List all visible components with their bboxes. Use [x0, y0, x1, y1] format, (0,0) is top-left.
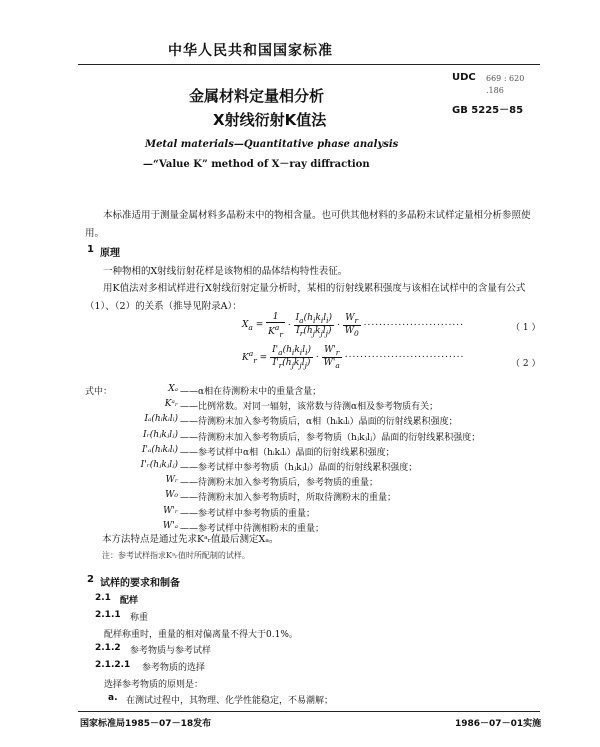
udc-number: 669 : 620 [486, 74, 525, 83]
definition-symbol: Iₐ(hᵢkᵢlᵢ) [144, 414, 178, 425]
country-standard-title: 中华人民共和国国家标准 [168, 43, 333, 59]
definition-text: ——参考试样中参考物质（hⱼkⱼlⱼ）晶面的衍射线累积强度； [180, 463, 418, 473]
header-rule [78, 64, 540, 65]
definition-text: ——参考试样中α相（hᵢkᵢlᵢ）晶面的衍射线累积强度； [180, 447, 395, 458]
sec211-number: 2.1.1 [95, 610, 121, 620]
issue-date: 国家标准局1985－07－18发布 [80, 719, 212, 729]
definition-text: ——参考试样中参考物质的重量； [180, 508, 316, 519]
sec2121-text: 选择参考物质的原则是： [104, 680, 204, 690]
definition-text: ——待测粉末加入参考物质后，参考物质（hⱼkⱼlⱼ）晶面的衍射线累积强度； [180, 432, 481, 443]
item-a-text: 在测试过程中，其物理、化学性能稳定，不易潮解； [126, 696, 334, 706]
sec1-paragraph1: 一种物相的X射线衍射花样是该物相的晶体结构特性表征。 [103, 266, 348, 277]
footnote: 注：参考试样指求Kᵃᵣ值时所配制的试样。 [102, 551, 250, 560]
definition-text: ——比例常数。对同一辐射，该常数与待测α相及参考物质有关； [180, 402, 439, 413]
definition-symbol: I'ᵣ(hⱼkⱼlⱼ) [140, 460, 178, 470]
equation-2: $K^a_r$ = $\frac{I'_a(h_ik_il_i)}{I'_r(h_jk_jl_j)}$ · $\frac{W'_r}{W'_a}$ ······························· [242, 345, 465, 370]
definition-symbol: W'ₐ [162, 520, 178, 531]
definition-symbol: Xₐ [168, 384, 178, 394]
sec211-text: 配样称重时，重量的相对偏离量不得大于0.1%。 [104, 630, 298, 640]
sec212-title: 参考物质与参考试样 [130, 646, 212, 656]
where-label: 式中： [85, 387, 113, 397]
effective-date: 1986－07－01实施 [455, 719, 542, 729]
udc-subnumber: .186 [486, 86, 504, 95]
definition-text: ——参考试样中待测相粉末的重量； [180, 523, 325, 534]
sec21-title: 配样 [120, 596, 139, 606]
title-en-line1: Metal materials—Quantitative phase analysis [145, 139, 399, 150]
sec21-number: 2.1 [95, 593, 111, 603]
definition-symbol: I'ₐ(hᵢkᵢlᵢ) [142, 444, 178, 455]
sec2121-title: 参考物质的选择 [142, 663, 206, 673]
definition-symbol: W₀ [165, 490, 178, 501]
gb-code: GB 5225－85 [452, 105, 524, 116]
title-en-line2: —“Value K” method of X－ray diffraction [143, 159, 370, 170]
equation-1: $X_a$ = $\frac{1}{K^a_r}$ · $\frac{I_a(h_ik_il_i)}{I_r(h_jk_jl_j)}$ · $\frac{W_r}{W_0}$ ·························· [242, 312, 464, 339]
equation-2-number: （ 2 ） [511, 359, 541, 369]
method-note: 本方法特点是通过先求Kᵃᵣ值最后测定Xₐ。 [102, 534, 279, 545]
title-cn-line2: X射线衍射K值法 [213, 111, 327, 129]
title-cn-line1: 金属材料定量相分析 [189, 87, 325, 105]
intro-paragraph: 本标准适用于测量金属材料多晶粉末中的物相含量。也可供其他材料的多晶粉末试样定量相分析参照使用。 [85, 210, 531, 239]
definition-symbol: Kᵃᵣ [164, 399, 178, 410]
sec2-title: 试样的要求和制备 [100, 578, 180, 589]
definition-symbol: Wᵣ [165, 475, 178, 486]
footer-rule [78, 711, 540, 712]
item-a-label: a. [108, 693, 118, 703]
udc-label: UDC [452, 72, 476, 83]
sec2121-number: 2.1.2.1 [95, 660, 131, 670]
definition-text: ——待测粉末加入参考物质时，所取待测粉末的重量； [180, 493, 397, 504]
sec1-number: 1 [87, 244, 94, 255]
definition-symbol: W'ᵣ [163, 505, 178, 516]
sec1-title: 原理 [100, 248, 120, 259]
sec211-title: 称重 [130, 613, 149, 623]
sec2-number: 2 [87, 574, 94, 585]
definition-text: ——待测粉末加入参考物质后，参考物质的重量； [180, 478, 379, 489]
definition-text: ——α相在待测粉末中的重量含量； [180, 387, 322, 397]
sec212-number: 2.1.2 [95, 643, 121, 653]
sec1-paragraph2: 用K值法对多相试样进行X射线衍射定量分析时，某相的衍射线累积强度与该相在试样中的含量有公式（1）、（2）的关系（推导见附录A）： [85, 283, 526, 312]
equation-1-number: （ 1 ） [511, 323, 541, 333]
definition-symbol: Iᵣ(hⱼkⱼlⱼ) [143, 429, 178, 440]
definition-text: ——待测粉末加入参考物质后，α相（hᵢkᵢlᵢ）晶面的衍射线累积强度； [180, 417, 458, 428]
